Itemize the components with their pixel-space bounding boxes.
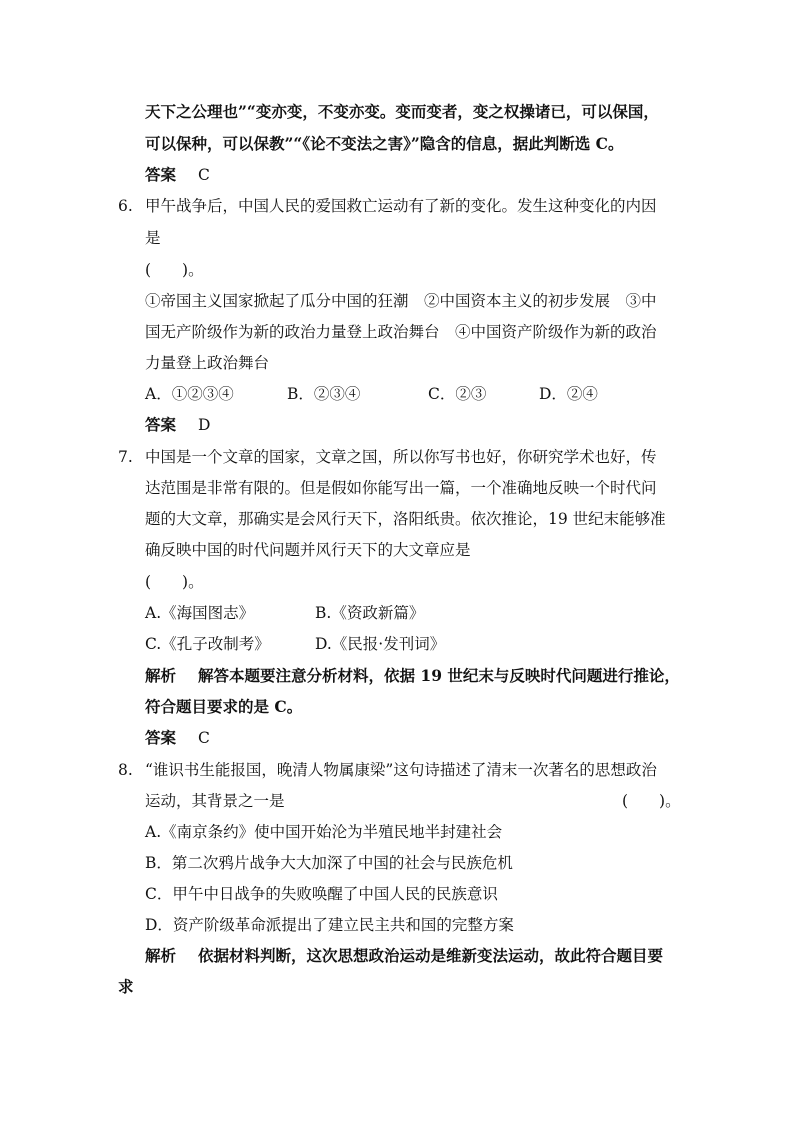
q6-stem-line1 — [118, 196, 657, 216]
q7-answer-label: 答案 — [145, 728, 177, 747]
q7-stem-text: 中国是一个文章的国家，文章之国，所以你写书也好，你研究学术也好，传 — [145, 448, 657, 466]
q8-analysis-line1 — [145, 946, 663, 966]
q7-option-c: C.《孔子改制考》 — [145, 635, 270, 653]
q8-option-c: C．甲午中日战争的失败唤醒了中国人民的民族意识 — [145, 885, 498, 903]
q6-option-c: C．②③ — [428, 385, 487, 403]
q7-answer-value: C — [198, 729, 210, 747]
q7-analysis-text: 解答本题要注意分析材料，依据 19 世纪末与反映时代问题进行推论， — [198, 666, 680, 685]
q6-stem-text: 甲午战争后，中国人民的爱国救亡运动有了新的变化。发生这种变化的内因 — [145, 197, 657, 215]
q6-items-line1: ①帝国主义国家掀起了瓜分中国的狂潮 ②中国资本主义的初步发展 ③中 — [145, 292, 657, 310]
q7-stem-line1 — [118, 447, 657, 467]
q8-analysis-label: 解析 — [145, 946, 177, 965]
q7-option-d: D.《民报·发刊词》 — [315, 635, 446, 653]
q6-paren: ( )。 — [145, 261, 204, 279]
q8-stem-text: “谁识书生能报国，晚清人物属康梁”这句诗描述了清末一次著名的思想政治 — [145, 761, 657, 779]
q8-analysis-line2: 求 — [118, 977, 134, 996]
q6-answer-label: 答案 — [145, 415, 177, 434]
q8-option-b: B．第二次鸦片战争大大加深了中国的社会与民族危机 — [145, 854, 513, 872]
q6-option-d: D．②④ — [539, 385, 598, 403]
q8-option-d: D．资产阶级革命派提出了建立民主共和国的完整方案 — [145, 916, 514, 934]
q8-number: 8. — [118, 761, 133, 779]
q6-answer-value: D — [198, 416, 211, 434]
q7-number: 7. — [118, 448, 133, 466]
q5-answer-label: 答案 — [145, 165, 177, 184]
q7-analysis-label: 解析 — [145, 666, 177, 685]
q7-stem-line4: 确反映中国的时代问题并风行天下的大文章应是 — [145, 541, 471, 559]
q8-stem-line2: 运动，其背景之一是 — [145, 792, 285, 810]
q8-analysis-text: 依据材料判断，这次思想政治运动是维新变法运动，故此符合题目要 — [198, 946, 664, 965]
q8-stem-line1 — [118, 760, 657, 780]
q7-answer — [145, 728, 210, 748]
q7-stem-line3: 题的大文章，那确实是会风行天下，洛阳纸贵。依次推论，19 世纪末能够准 — [145, 510, 666, 528]
q5-analysis-line1: 天下之公理也”“变亦变，不变亦变。变而变者，变之权操诸已，可以保国， — [145, 102, 659, 121]
q7-analysis-line1 — [145, 666, 680, 686]
q7-stem-line2: 达范围是非常有限的。但是假如你能写出一篇，一个准确地反映一个时代问 — [145, 479, 657, 497]
q6-number: 6. — [118, 197, 133, 215]
q7-analysis-line2: 符合题目要求的是 C。 — [145, 697, 303, 716]
q6-option-b: B．②③④ — [287, 385, 361, 403]
q6-stem-line2: 是 — [145, 229, 161, 247]
q8-paren: ( )。 — [622, 792, 681, 810]
q7-option-a: A.《海国图志》 — [145, 604, 255, 622]
q7-paren: ( )。 — [145, 573, 204, 591]
q5-answer — [145, 165, 210, 185]
q8-option-a: A.《南京条约》使中国开始沦为半殖民地半封建社会 — [145, 823, 503, 841]
q5-analysis-line2: 可以保种，可以保教”“《论不变法之害》”隐含的信息，据此判断选 C。 — [145, 134, 624, 153]
q6-option-a: A．①②③④ — [145, 385, 234, 403]
q7-option-b: B.《资政新篇》 — [315, 604, 425, 622]
q6-answer — [145, 415, 210, 435]
q5-answer-value: C — [198, 166, 210, 184]
q6-items-line3: 力量登上政治舞台 — [145, 354, 270, 372]
q6-items-line2: 国无产阶级作为新的政治力量登上政治舞台 ④中国资产阶级作为新的政治 — [145, 323, 657, 341]
